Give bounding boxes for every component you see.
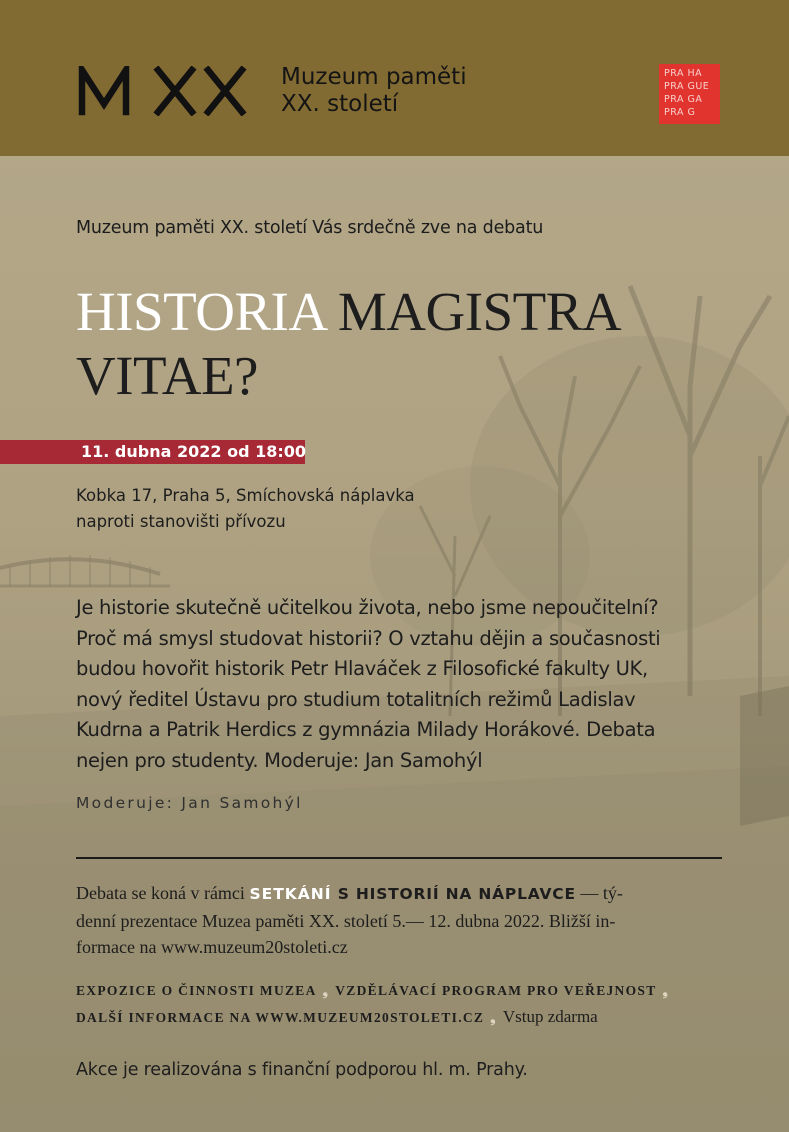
links-line2 [76, 1004, 726, 1031]
museum-logo-icon [78, 66, 253, 116]
museum-links [76, 978, 726, 1031]
separator-icon: ❟ [322, 983, 330, 998]
series-line1-end: — tý- [575, 883, 623, 903]
event-place [76, 483, 415, 535]
description-line: nový ředitel Ústavu pro studium totalitních režimů Ladislav [76, 687, 636, 711]
series-info [76, 880, 726, 961]
title-rest: MAGISTRA [337, 281, 622, 342]
praha-logo [659, 64, 720, 124]
link-more-info: DALŠÍ INFORMACE NA WWW.MUZEUM20STOLETI.CZ [76, 1010, 485, 1025]
funding-note: Akce je realizována s finanční podporou hl. m. Prahy. [76, 1060, 528, 1080]
series-name: S HISTORIÍ NA NÁPLAVCE [331, 885, 576, 903]
praha-logo-line: PRA HA [664, 68, 703, 79]
series-line1 [76, 880, 726, 908]
link-exhibition: EXPOZICE O ČINNOSTI MUZEA [76, 983, 317, 998]
place-line2: naproti stanovišti přívozu [76, 512, 286, 531]
links-line1 [76, 978, 726, 1004]
series-line2: denní prezentace Muzea paměti XX. století 5.— 12. dubna 2022. Bližší in- [76, 910, 616, 931]
title-line2: VITAE? [76, 345, 258, 406]
divider [76, 857, 722, 859]
invitation-text: Muzeum paměti XX. století Vás srdečně zve na debatu [76, 218, 544, 238]
museum-name-line2: XX. století [281, 91, 399, 117]
header-bar [0, 0, 789, 156]
praha-logo-line: PRA G [664, 107, 696, 118]
praha-logo-line: PRA GUE [664, 81, 710, 92]
event-title [76, 280, 621, 408]
link-education: VZDĚLÁVACÍ PROGRAM PRO VEŘEJNOST [335, 983, 657, 998]
praha-logo-line: PRA GA [664, 94, 703, 105]
moderator-credit: Moderuje: Jan Samohýl [76, 794, 303, 812]
separator-icon: ❟ [662, 983, 670, 998]
setkani-label: SETKÁNÍ [249, 885, 332, 903]
free-entry: Vstup zdarma [502, 1007, 598, 1026]
description-line: nejen pro studenty. Moderuje: Jan Samohýl [76, 748, 483, 772]
series-line3: formace na www.muzeum20stoleti.cz [76, 937, 348, 957]
event-description [76, 593, 736, 776]
series-pre: Debata se koná v rámci [76, 883, 250, 903]
event-date: 11. dubna 2022 od 18:00 [81, 442, 307, 461]
place-line1: Kobka 17, Praha 5, Smíchovská náplavka [76, 486, 415, 505]
museum-name [281, 64, 467, 118]
separator-icon: ❟ [490, 1010, 497, 1025]
description-line: Kudrna a Patrik Herdics z gymnázia Milady Horákové. Debata [76, 718, 656, 741]
museum-name-line1: Muzeum paměti [281, 64, 467, 90]
description-line: budou hovořit historik Petr Hlaváček z Filosofické fakulty UK, [76, 657, 648, 680]
title-highlight: HISTORIA [76, 281, 325, 342]
description-line: Je historie skutečně učitelkou života, nebo jsme nepoučitelní? [76, 596, 659, 619]
description-line: Proč má smysl studovat historii? O vztahu dějin a současnosti [76, 626, 661, 650]
